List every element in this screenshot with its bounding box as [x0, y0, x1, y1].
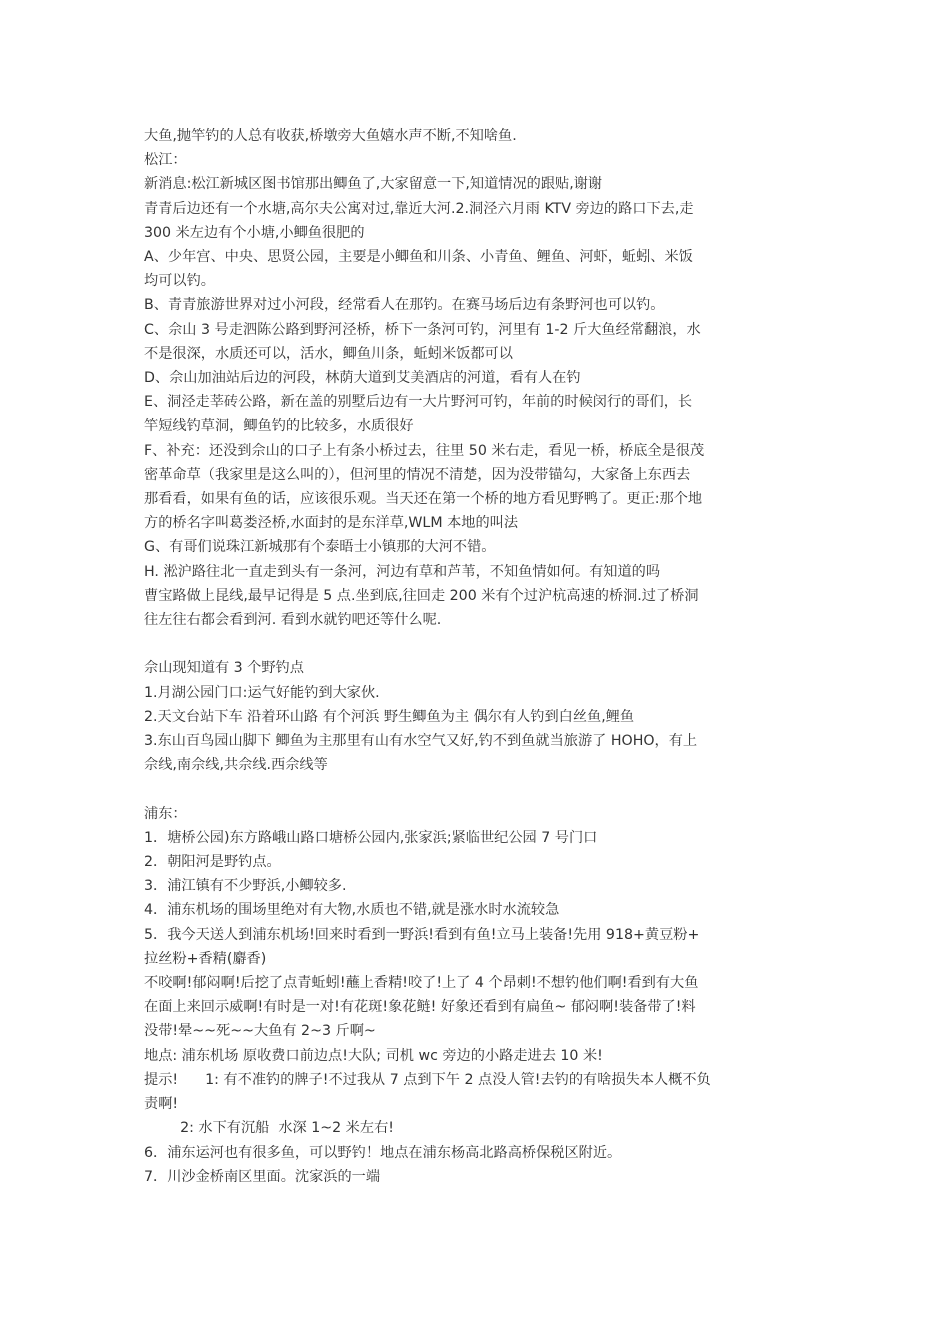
text-line: 大鱼,抛竿钓的人总有收获,桥墩旁大鱼嬉水声不断,不知啥鱼. [144, 128, 517, 144]
list-item-d: D、佘山加油站后边的河段，林荫大道到艾美酒店的河道，看有人在钓 [144, 370, 581, 387]
list-item: 6．浦东运河也有很多鱼，可以野钓！地点在浦东杨高北路高桥保税区附近。 [144, 1144, 622, 1161]
text-line: 密革命草（我家里是这么叫的），但河里的情况不清楚，因为没带锚勾，大家备上东西去 [144, 466, 691, 483]
text-line: 新消息:松江新城区图书馆那出鲫鱼了,大家留意一下,知道情况的跟贴,谢谢 [144, 176, 603, 193]
tip-line: 2: 水下有沉船 水深 1~2 米左右! [144, 1120, 394, 1137]
list-item-a: A、少年宫、中央、思贤公园，主要是小鲫鱼和川条、小青鱼、鲤鱼、河虾，蚯蚓、米饭 [144, 249, 693, 266]
section-heading-songjiang: 松江： [144, 152, 187, 169]
text-line: 300 米左边有个小塘,小鲫鱼很肥的 [144, 224, 365, 241]
text-line: 不咬啊!郁闷啊!后挖了点青蚯蚓!蘸上香精!咬了!上了 4 个昂刺!不想钓他们啊!看到有大鱼 [144, 975, 699, 992]
list-item-b: B、青青旅游世界对过小河段，经常看人在那钓。在赛马场后边有条野河也可以钓。 [144, 297, 665, 314]
text-line: 均可以钓。 [144, 273, 215, 290]
location-line: 地点: 浦东机场 原收费口前边点!大队; 司机 wc 旁边的小路走进去 10 米! [144, 1047, 603, 1064]
text-line: 拉丝粉+香精(麝香) [144, 950, 267, 967]
list-item: 1.月湖公园门口:运气好能钓到大家伙. [144, 684, 380, 701]
list-item: 3．浦江镇有不少野浜,小鲫较多. [144, 878, 347, 895]
list-item-f: F、补充：还没到佘山的口子上有条小桥过去，往里 50 米右走，看见一桥，桥底全是很茂 [144, 442, 705, 459]
list-item-e: E、洞泾走莘砖公路，新在盖的别墅后边有一大片野河可钓，年前的时候闵行的哥们，长 [144, 394, 693, 411]
text-line: 那看看，如果有鱼的话，应该很乐观。当天还在第一个桥的地方看见野鸭了。更正:那个地 [144, 491, 703, 508]
section-heading-sheshan: 佘山现知道有 3 个野钓点 [144, 660, 304, 677]
document-body [144, 124, 810, 1189]
list-item: 5．我今天送人到浦东机场!回来时看到一野浜!看到有鱼!立马上装备!先用 918+黄豆粉+ [144, 926, 700, 943]
tip-line: 提示! 1: 有不准钓的牌子!不过我从 7 点到下午 2 点没人管!去钓的有啥损失本人概不负 [144, 1071, 711, 1088]
list-item: 2．朝阳河是野钓点。 [144, 854, 281, 871]
list-item-c: C、佘山 3 号走泗陈公路到野河泾桥，桥下一条河可钓，河里有 1-2 斤大鱼经常翻浪，水 [144, 321, 701, 338]
list-item-g: G、有哥们说珠江新城那有个泰晤士小镇那的大河不错。 [144, 539, 496, 556]
list-item: 3.东山百鸟园山脚下 鲫鱼为主那里有山有水空气又好,钓不到鱼就当旅游了 HOHO，有上 [144, 733, 698, 750]
list-item: 7．川沙金桥南区里面。沈家浜的一端 [144, 1168, 381, 1185]
list-item-h: H. 淞沪路往北一直走到头有一条河，河边有草和芦苇，不知鱼情如何。有知道的吗 [144, 563, 661, 580]
text-line: 没带!晕~~死~~大鱼有 2~3 斤啊~ [144, 1023, 376, 1040]
list-item: 2.天文台站下车 沿着环山路 有个河浜 野生鲫鱼为主 偶尔有人钓到白丝鱼,鲤鱼 [144, 708, 635, 725]
text-line: 不是很深，水质还可以，活水，鲫鱼川条，蚯蚓米饭都可以 [144, 345, 513, 362]
text-line: 青青后边还有一个水塘,高尔夫公寓对过,靠近大河.2.洞泾六月雨 KTV 旁边的路口下去,走 [144, 200, 694, 217]
text-line: 方的桥名字叫葛娄泾桥,水面封的是东洋草,WLM 本地的叫法 [144, 515, 519, 532]
text-line: 在面上来回示威啊!有时是一对!有花斑!象花鲢! 好象还看到有扁鱼~ 郁闷啊!装备带了!料 [144, 999, 696, 1016]
blank-line [144, 632, 810, 656]
text-line: 往左往右都会看到河. 看到水就钓吧还等什么呢. [144, 612, 442, 629]
text-line: 曹宝路做上昆线,最早记得是 5 点.坐到底,往回走 200 米有个过沪杭高速的桥洞.过了桥洞 [144, 587, 699, 604]
list-item: 1．塘桥公园)东方路峨山路口塘桥公园内,张家浜;紧临世纪公园 7 号门口 [144, 829, 598, 846]
list-item: 4．浦东机场的围场里绝对有大物,水质也不错,就是涨水时水流较急 [144, 902, 560, 919]
text-line: 责啊! [144, 1096, 179, 1113]
text-line: 竿短线钓草洞，鲫鱼钓的比较多，水质很好 [144, 418, 414, 435]
blank-line [144, 777, 810, 801]
text-line: 佘线,南佘线,共佘线.西佘线等 [144, 757, 328, 774]
section-heading-pudong: 浦东： [144, 805, 187, 822]
